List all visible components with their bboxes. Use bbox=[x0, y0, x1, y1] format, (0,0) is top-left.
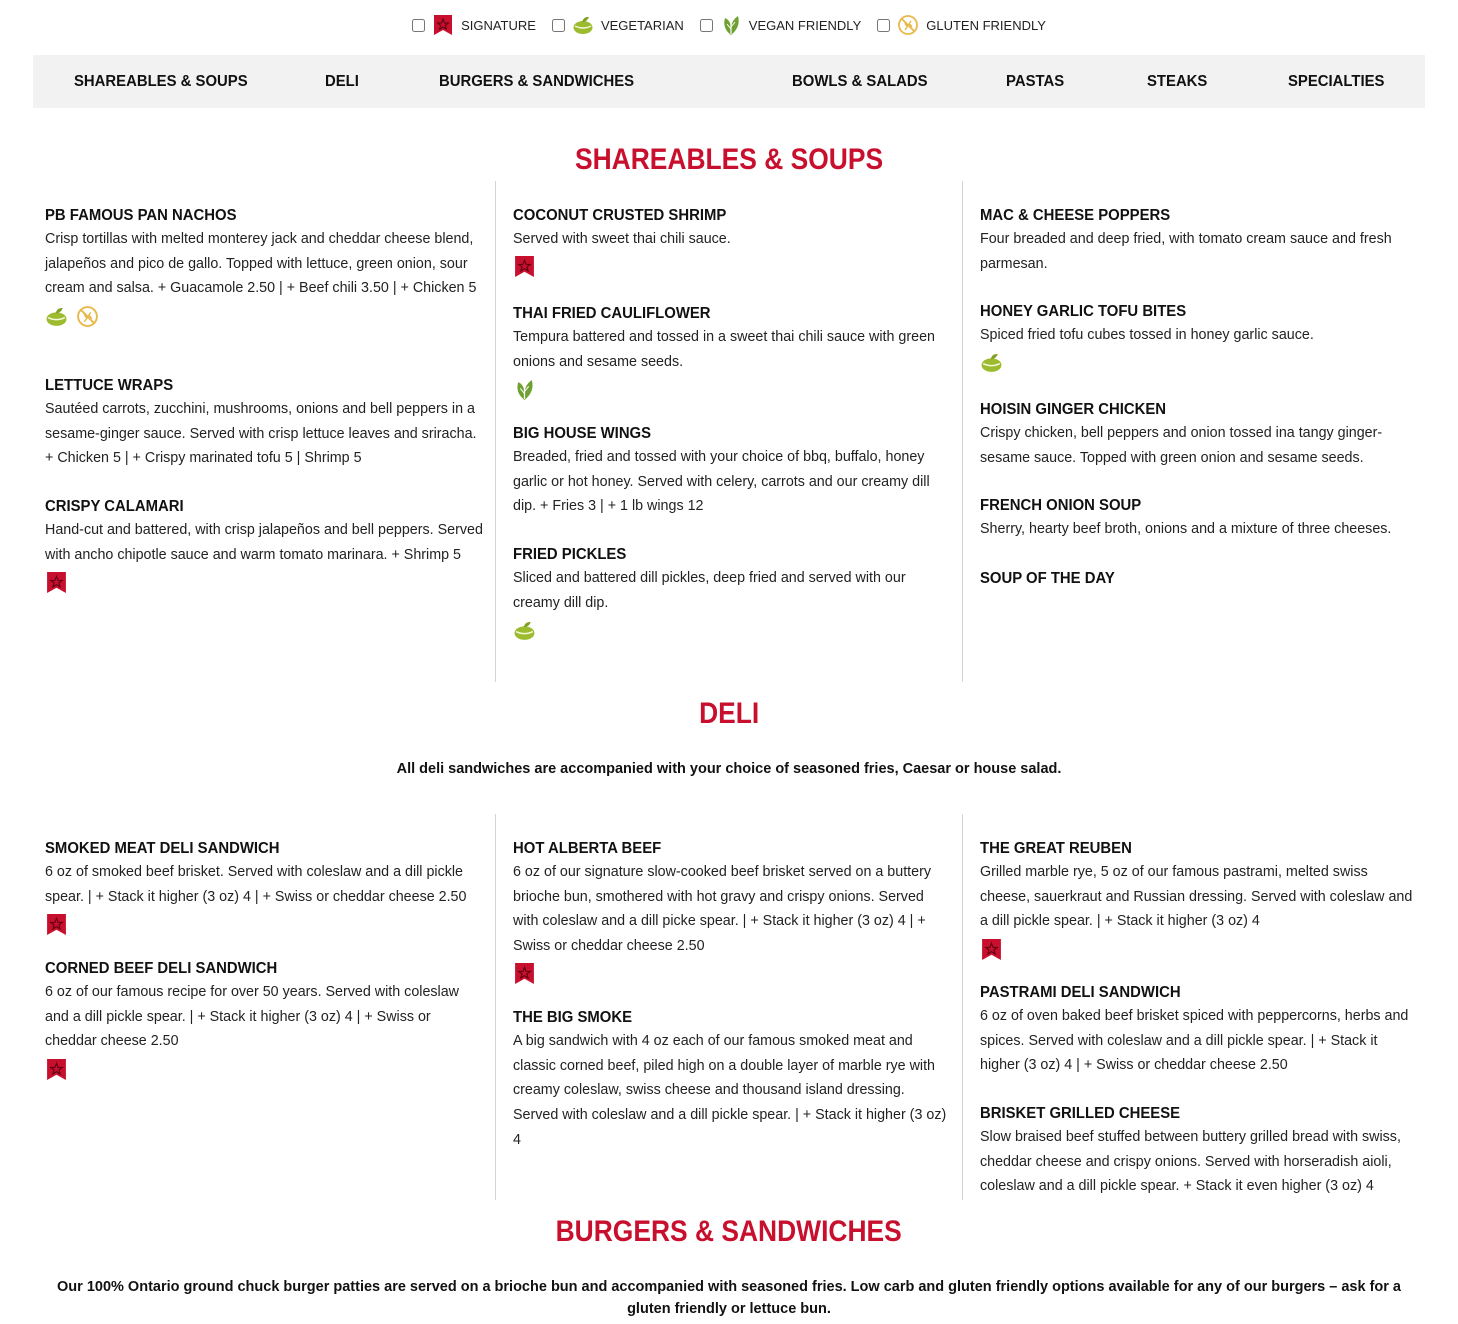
menu-item bbox=[980, 206, 1418, 276]
menu-item bbox=[513, 304, 948, 401]
section-title-deli bbox=[0, 697, 1458, 731]
vegan-icon bbox=[513, 378, 536, 401]
gluten-icon bbox=[897, 14, 919, 36]
filter-signature[interactable] bbox=[412, 14, 536, 36]
menu-item bbox=[513, 206, 948, 279]
menu-item bbox=[980, 302, 1418, 375]
filter-bar bbox=[0, 14, 1458, 36]
item-badges bbox=[45, 570, 483, 594]
menu-item bbox=[45, 206, 483, 328]
signature-icon bbox=[432, 14, 454, 36]
menu-item bbox=[45, 959, 483, 1081]
item-badges bbox=[513, 255, 948, 279]
category-tabs bbox=[33, 55, 1425, 108]
item-badges bbox=[45, 912, 483, 936]
menu-item bbox=[513, 424, 948, 519]
section-title-burgers bbox=[0, 1215, 1458, 1249]
item-title: THE GREAT REUBEN bbox=[980, 840, 1132, 857]
tab-steaks[interactable]: STEAKS bbox=[1147, 73, 1208, 90]
item-badges bbox=[513, 377, 948, 401]
tab-pastas[interactable]: PASTAS bbox=[1006, 73, 1065, 90]
item-description: Served with sweet thai chili sauce. bbox=[513, 231, 731, 247]
tab-bowls-salads[interactable]: BOWLS & SALADS bbox=[792, 73, 928, 90]
column-divider bbox=[495, 181, 496, 682]
filter-vegan[interactable] bbox=[700, 14, 861, 36]
item-badges bbox=[45, 1057, 483, 1081]
vegetarian-icon bbox=[513, 619, 536, 642]
signature-icon bbox=[513, 962, 536, 985]
gluten-checkbox[interactable] bbox=[877, 19, 890, 32]
column-divider bbox=[962, 814, 963, 1200]
item-description: 6 oz of our signature slow-cooked beef brisket served on a buttery brioche bun, smothered with hot gravy and crispy onions. Served with coleslaw and a dill picke spear. | + Stack it higher (3 oz) 4 | + Swiss or cheddar cheese 2.50 bbox=[513, 864, 932, 955]
item-description: Spiced fried tofu cubes tossed in honey garlic sauce. bbox=[980, 327, 1314, 343]
filter-label: SIGNATURE bbox=[461, 17, 536, 33]
filter-label: VEGAN FRIENDLY bbox=[748, 17, 862, 33]
menu-item bbox=[980, 496, 1418, 542]
item-description: Grilled marble rye, 5 oz of our famous pastrami, melted swiss cheese, sauerkraut and Russian dressing. Served with coleslaw and a dill pickle spear. | + Stack it higher (3 oz) 4 bbox=[980, 864, 1413, 930]
menu-item bbox=[980, 983, 1418, 1078]
item-description: 6 oz of our famous recipe for over 50 years. Served with coleslaw and a dill pickle spear. | + Stack it higher (3 oz) 4 | + Swiss or cheddar cheese 2.50 bbox=[45, 984, 460, 1050]
section-note-burgers: Our 100% Ontario ground chuck burger patties are served on a brioche bun and accompanied with seasoned fries. Low carb and gluten friendly options available for any of our burgers – ask for a gluten friendly or lettuce bun. bbox=[57, 1279, 1401, 1317]
gluten-icon bbox=[76, 305, 99, 328]
menu-item bbox=[45, 376, 483, 471]
item-title: MAC & CHEESE POPPERS bbox=[980, 207, 1171, 224]
filter-vegetarian[interactable] bbox=[552, 14, 684, 36]
item-badges bbox=[513, 962, 948, 986]
menu-item bbox=[513, 545, 948, 642]
item-title: THAI FRIED CAULIFLOWER bbox=[513, 305, 711, 322]
item-title: CRISPY CALAMARI bbox=[45, 498, 184, 515]
section-note-deli: All deli sandwiches are accompanied with your choice of seasoned fries, Caesar or house salad. bbox=[396, 761, 1062, 777]
item-title: HOISIN GINGER CHICKEN bbox=[980, 401, 1167, 418]
vegetarian-icon bbox=[980, 351, 1003, 374]
tab-deli[interactable]: DELI bbox=[325, 73, 359, 90]
vegan-checkbox[interactable] bbox=[700, 19, 713, 32]
item-description: Crisp tortillas with melted monterey jack and cheddar cheese blend, jalapeños and pico de gallo. Topped with lettuce, green onion, sour cream and salsa. + Guacamole 2.50 | + Beef chili 3.50 | + Chicken 5 bbox=[45, 231, 477, 297]
menu-item bbox=[45, 497, 483, 594]
item-title: SMOKED MEAT DELI SANDWICH bbox=[45, 840, 280, 857]
item-title: HONEY GARLIC TOFU BITES bbox=[980, 303, 1187, 320]
section-title-text: SHAREABLES & SOUPS bbox=[574, 143, 884, 176]
item-title: PASTRAMI DELI SANDWICH bbox=[980, 984, 1181, 1001]
item-title: BRISKET GRILLED CHEESE bbox=[980, 1105, 1181, 1122]
menu-item bbox=[980, 839, 1418, 961]
menu-item bbox=[980, 569, 1418, 589]
signature-icon bbox=[513, 255, 536, 278]
menu-item bbox=[980, 400, 1418, 470]
filter-gluten[interactable] bbox=[877, 14, 1046, 36]
vegetarian-icon bbox=[572, 14, 594, 36]
item-title: FRIED PICKLES bbox=[513, 546, 627, 563]
item-description: Crispy chicken, bell peppers and onion tossed ina tangy ginger-sesame sauce. Topped with green onion and sesame seeds. bbox=[980, 425, 1383, 466]
menu-item bbox=[45, 839, 483, 936]
filter-label: GLUTEN FRIENDLY bbox=[926, 17, 1046, 33]
item-description: 6 oz of oven baked beef brisket spiced with peppercorns, herbs and spices. Served with coleslaw and a dill pickle spear. | + Stack it higher (3 oz) 4 | + Swiss or cheddar cheese 2.50 bbox=[980, 1008, 1409, 1074]
signature-icon bbox=[45, 571, 68, 594]
item-description: Tempura battered and tossed in a sweet thai chili sauce with green onions and sesame seeds. bbox=[513, 329, 936, 370]
filter-label: VEGETARIAN bbox=[600, 17, 684, 33]
item-description: Sliced and battered dill pickles, deep fried and served with our creamy dill dip. bbox=[513, 570, 906, 611]
item-description: Slow braised beef stuffed between buttery grilled bread with swiss, cheddar cheese and crispy onions. Served with horseradish aioli, coleslaw and a dill pickle spear. + Stack it even higher (3 oz) 4 bbox=[980, 1129, 1401, 1195]
item-badges bbox=[45, 304, 483, 328]
item-title: FRENCH ONION SOUP bbox=[980, 497, 1142, 514]
section-title-text: BURGERS & SANDWICHES bbox=[555, 1215, 903, 1248]
signature-icon bbox=[980, 938, 1003, 961]
menu-item bbox=[513, 839, 948, 986]
item-title: CORNED BEEF DELI SANDWICH bbox=[45, 960, 278, 977]
item-badges bbox=[980, 937, 1418, 961]
item-title: THE BIG SMOKE bbox=[513, 1009, 633, 1026]
item-description: Sherry, hearty beef broth, onions and a mixture of three cheeses. bbox=[980, 521, 1392, 537]
item-title: LETTUCE WRAPS bbox=[45, 377, 174, 394]
column-divider bbox=[495, 814, 496, 1200]
item-title: PB FAMOUS PAN NACHOS bbox=[45, 207, 237, 224]
tab-specialties[interactable]: SPECIALTIES bbox=[1288, 73, 1385, 90]
item-description: Hand-cut and battered, with crisp jalapeños and bell peppers. Served with ancho chipotle sauce and warm tomato marinara. + Shrimp 5 bbox=[45, 522, 483, 563]
item-description: Four breaded and deep fried, with tomato cream sauce and fresh parmesan. bbox=[980, 231, 1392, 272]
signature-icon bbox=[45, 913, 68, 936]
item-title: HOT ALBERTA BEEF bbox=[513, 840, 662, 857]
item-description: Sautéed carrots, zucchini, mushrooms, onions and bell peppers in a sesame-ginger sauce. Served with crisp lettuce leaves and sriracha. + Chicken 5 | + Crispy marinated tofu 5 | Shrimp 5 bbox=[45, 401, 477, 467]
vegetarian-icon bbox=[45, 305, 68, 328]
signature-icon bbox=[45, 1058, 68, 1081]
tab-shareables-soups[interactable]: SHAREABLES & SOUPS bbox=[74, 73, 248, 90]
signature-checkbox[interactable] bbox=[412, 19, 425, 32]
item-title: COCONUT CRUSTED SHRIMP bbox=[513, 207, 727, 224]
vegan-icon bbox=[720, 14, 742, 36]
menu-item bbox=[980, 1104, 1418, 1199]
item-title: BIG HOUSE WINGS bbox=[513, 425, 652, 442]
tab-burgers-sandwiches[interactable]: BURGERS & SANDWICHES bbox=[439, 73, 635, 90]
vegetarian-checkbox[interactable] bbox=[552, 19, 565, 32]
item-description: 6 oz of smoked beef brisket. Served with coleslaw and a dill pickle spear. | + Stack it higher (3 oz) 4 | + Swiss or cheddar cheese 2.50 bbox=[45, 864, 467, 905]
item-description: A big sandwich with 4 oz each of our famous smoked meat and classic corned beef, piled high on a double layer of marble rye with creamy coleslaw, swiss cheese and thousand island dressing. Served with coleslaw and a dill pickle spear. | + Stack it higher (3 oz) 4 bbox=[513, 1033, 947, 1148]
menu-item bbox=[513, 1008, 948, 1153]
column-divider bbox=[962, 181, 963, 682]
item-badges bbox=[513, 618, 948, 642]
section-title-shareables bbox=[0, 143, 1458, 177]
item-badges bbox=[980, 351, 1418, 375]
item-description: Breaded, fried and tossed with your choice of bbq, buffalo, honey garlic or hot honey. Served with celery, carrots and our creamy dill dip. + Fries 3 | + 1 lb wings 12 bbox=[513, 449, 930, 515]
item-title: SOUP OF THE DAY bbox=[980, 570, 1115, 587]
section-title-text: DELI bbox=[698, 697, 760, 730]
